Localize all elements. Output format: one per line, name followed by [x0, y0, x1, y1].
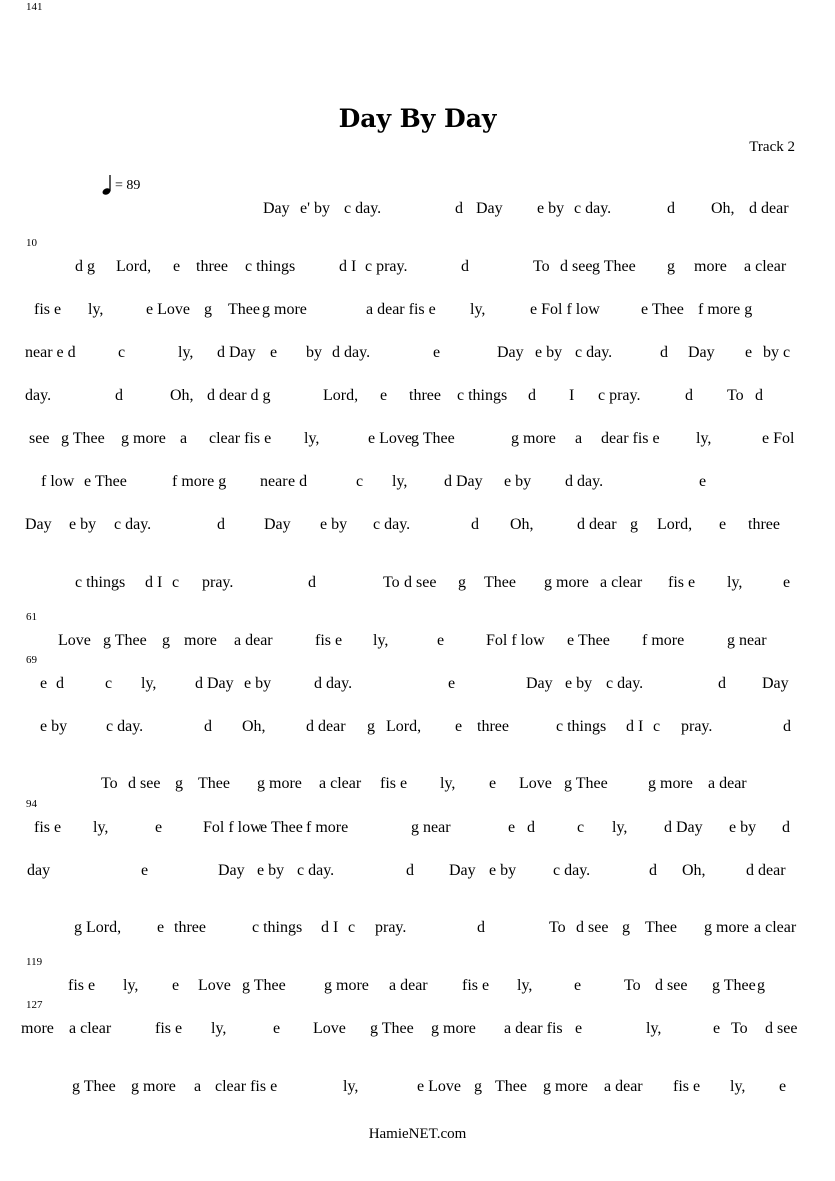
lyric-syllable: f low — [41, 473, 75, 490]
lyric-syllable: To — [549, 919, 566, 936]
lyric-syllable: day — [27, 862, 51, 879]
lyric-syllable: g Thee — [72, 1078, 116, 1095]
lyric-syllable: Thee — [228, 301, 260, 318]
lyric-syllable: e — [173, 258, 181, 275]
lyric-syllable: d see — [655, 977, 688, 994]
lyric-syllable: To — [101, 775, 118, 792]
lyric-syllable: d day. — [314, 675, 353, 692]
lyric-syllable: d see — [560, 258, 593, 275]
lyric-syllable: fis e — [673, 1078, 701, 1095]
lyric-syllable: d I — [145, 574, 163, 591]
lyric-syllable: d see — [765, 1020, 798, 1037]
lyric-syllable: g Thee — [61, 430, 105, 447]
lyric-syllable: d — [528, 387, 536, 404]
lyric-syllable: d Day — [195, 675, 234, 692]
lyric-syllable: Oh, — [242, 718, 266, 735]
lyric-syllable: To — [624, 977, 641, 994]
lyric-syllable: d — [56, 675, 64, 692]
lyric-syllable: d day. — [565, 473, 604, 490]
lyric-syllable: g — [175, 775, 183, 792]
lyric-syllable: d — [461, 258, 469, 275]
lyric-syllable: d see — [128, 775, 161, 792]
lyric-syllable: ly, — [211, 1020, 227, 1037]
lyric-syllable: g near — [411, 819, 451, 836]
lyric-syllable: ly, — [88, 301, 104, 318]
lyric-syllable: ly, — [646, 1020, 662, 1037]
lyric-syllable: e — [745, 344, 753, 361]
lyric-syllable: c — [577, 819, 585, 836]
lyric-syllable: d — [782, 819, 790, 836]
lyric-syllable: g Lord, — [74, 919, 122, 936]
lyric-syllable: Thee — [198, 775, 230, 792]
lyric-syllable: d — [660, 344, 668, 361]
lyric-syllable: c day. — [373, 516, 411, 533]
lyric-syllable: ly, — [470, 301, 486, 318]
lyric-syllable: g — [622, 919, 630, 936]
lyric-syllable: g — [757, 977, 765, 994]
lyric-syllable: c day. — [606, 675, 644, 692]
lyric-syllable: ly, — [696, 430, 712, 447]
lyric-syllable: e — [719, 516, 727, 533]
lyric-syllable: Oh, — [682, 862, 706, 879]
lyric-syllable: f more g — [698, 301, 753, 318]
lyric-syllable: d I — [626, 718, 644, 735]
lyric-syllable: near — [260, 473, 288, 490]
lyric-syllable: e — [157, 919, 165, 936]
lyric-syllable: e Thee — [260, 819, 303, 836]
lyric-syllable: clear fis e — [215, 1078, 278, 1095]
lyric-syllable: e — [779, 1078, 787, 1095]
lyric-syllable: c things — [245, 258, 296, 275]
lyric-syllable: by — [306, 344, 322, 361]
lyric-syllable: Day — [762, 675, 789, 692]
lyric-syllable: d dear — [749, 200, 789, 217]
lyric-line — [0, 257, 835, 281]
lyric-syllable: fis e — [34, 819, 62, 836]
lyric-syllable: c — [172, 574, 180, 591]
lyric-syllable: g more — [121, 430, 166, 447]
lyric-line — [0, 573, 835, 597]
lyric-syllable: g more — [543, 1078, 588, 1095]
lyric-syllable: Day — [218, 862, 245, 879]
tempo-value: = 89 — [115, 178, 141, 193]
lyric-syllable: a dear — [389, 977, 428, 994]
lyric-syllable: three — [409, 387, 441, 404]
lyric-syllable: g Thee — [712, 977, 756, 994]
lyric-syllable: e by — [489, 862, 517, 879]
footer-credit: HamieNET.com — [368, 1126, 467, 1142]
lyric-syllable: Day — [263, 200, 290, 217]
lyric-syllable: pray. — [681, 718, 713, 735]
lyric-syllable: Fol f low — [203, 819, 262, 836]
lyric-syllable: g — [367, 718, 375, 735]
lyric-syllable: e d — [288, 473, 308, 490]
lyric-syllable: more — [184, 632, 217, 649]
lyric-syllable: Lord, — [323, 387, 359, 404]
lyric-syllable: c things — [457, 387, 508, 404]
lyric-syllable: c day. — [553, 862, 591, 879]
lyric-syllable: e by — [244, 675, 272, 692]
lyric-syllable: g — [458, 574, 466, 591]
lyric-syllable: g more — [648, 775, 693, 792]
lyric-syllable: Lord, — [116, 258, 152, 275]
lyric-syllable: Fol f low — [486, 632, 545, 649]
lyric-syllable: e — [508, 819, 516, 836]
lyric-syllable: e by — [729, 819, 757, 836]
lyric-syllable: e — [575, 1020, 583, 1037]
lyric-syllable: e — [489, 775, 497, 792]
lyric-syllable: g more — [324, 977, 369, 994]
lyric-syllable: g Thee — [564, 775, 608, 792]
lyric-syllable: three — [477, 718, 509, 735]
lyric-syllable: d dear — [577, 516, 617, 533]
lyric-syllable: e Thee — [84, 473, 127, 490]
lyric-syllable: c pray. — [598, 387, 641, 404]
lyric-line — [0, 472, 835, 496]
lyric-line — [0, 818, 835, 842]
lyric-line — [0, 674, 835, 698]
lyric-syllable: d — [649, 862, 657, 879]
lyric-syllable: c things — [556, 718, 607, 735]
lyric-syllable: To — [383, 574, 400, 591]
lyric-syllable: g Thee — [592, 258, 636, 275]
lyric-syllable: d — [477, 919, 485, 936]
lyric-syllable: near e d — [25, 344, 76, 361]
lyric-syllable: d — [455, 200, 463, 217]
lyric-syllable: e by — [504, 473, 532, 490]
lyric-syllable: three — [748, 516, 780, 533]
lyric-syllable: f more — [306, 819, 349, 836]
lyric-syllable: ly, — [141, 675, 157, 692]
lyric-syllable: e — [270, 344, 278, 361]
measure-number: 127 — [26, 999, 43, 1011]
lyric-syllable: e' by — [300, 200, 330, 217]
lyric-syllable: Day — [449, 862, 476, 879]
lyric-syllable: Oh, — [711, 200, 735, 217]
lyric-syllable: e by — [257, 862, 285, 879]
lyric-syllable: Day — [25, 516, 52, 533]
lyric-syllable: Day — [526, 675, 553, 692]
lyric-syllable: c day. — [114, 516, 152, 533]
lyric-syllable: three — [174, 919, 206, 936]
lyric-syllable: a clear — [319, 775, 362, 792]
lyric-syllable: a — [194, 1078, 202, 1095]
lyric-syllable: c — [105, 675, 113, 692]
lyric-syllable: d Day — [217, 344, 256, 361]
tempo-marking — [101, 174, 140, 196]
lyric-syllable: c day. — [575, 344, 613, 361]
lyric-syllable: e Love — [146, 301, 190, 318]
lyric-syllable: g more — [431, 1020, 476, 1037]
lyric-syllable: a — [180, 430, 188, 447]
lyric-syllable: d — [204, 718, 212, 735]
lyric-syllable: e — [574, 977, 582, 994]
lyric-syllable: d — [217, 516, 225, 533]
lyric-syllable: d — [527, 819, 535, 836]
measure-number: 10 — [26, 237, 37, 249]
lyric-syllable: d — [471, 516, 479, 533]
lyric-syllable: c day. — [106, 718, 144, 735]
lyric-syllable: Lord, — [386, 718, 422, 735]
lyric-syllable: e Fol f low — [530, 301, 600, 318]
lyric-syllable: e — [155, 819, 163, 836]
lyric-syllable: e Thee — [641, 301, 684, 318]
lyric-syllable: more — [694, 258, 727, 275]
lyric-line — [0, 861, 835, 885]
lyric-syllable: d Day — [664, 819, 703, 836]
lyric-syllable: dear fis e — [601, 430, 660, 447]
lyric-syllable: fis e — [155, 1020, 183, 1037]
lyric-syllable: more — [21, 1020, 54, 1037]
lyric-syllable: a dear — [604, 1078, 643, 1095]
lyric-line — [0, 515, 835, 539]
track-label: Track 2 — [749, 139, 795, 155]
lyric-syllable: c pray. — [365, 258, 408, 275]
lyric-syllable: d Day — [444, 473, 483, 490]
lyric-syllable: g — [204, 301, 212, 318]
lyric-syllable: Thee — [645, 919, 677, 936]
measure-number: 61 — [26, 611, 37, 623]
lyric-syllable: a clear — [754, 919, 797, 936]
lyric-syllable: d dear — [306, 718, 346, 735]
lyric-line — [0, 343, 835, 367]
lyric-syllable: d — [685, 387, 693, 404]
lyric-syllable: a dear — [708, 775, 747, 792]
lyric-syllable: fis e — [380, 775, 408, 792]
lyric-syllable: Day — [264, 516, 291, 533]
lyric-syllable: d g — [75, 258, 95, 275]
lyric-syllable: c — [118, 344, 126, 361]
lyric-syllable: e Fol — [762, 430, 795, 447]
lyric-line — [0, 300, 835, 324]
lyric-syllable: e by — [40, 718, 68, 735]
lyric-syllable: d — [755, 387, 763, 404]
lyric-syllable: d — [718, 675, 726, 692]
lyric-syllable: g near — [727, 632, 767, 649]
lyric-syllable: fis e — [462, 977, 490, 994]
lyric-line — [0, 717, 835, 741]
lyric-syllable: g more — [131, 1078, 176, 1095]
lyric-syllable: e — [172, 977, 180, 994]
lyric-syllable: e by — [565, 675, 593, 692]
lyric-syllable: d dear — [746, 862, 786, 879]
lyric-syllable: g — [630, 516, 638, 533]
lyric-syllable: g more — [262, 301, 307, 318]
lyric-syllable: three — [196, 258, 228, 275]
lyric-syllable: g more — [544, 574, 589, 591]
lyric-syllable: e — [273, 1020, 281, 1037]
lyric-syllable: ly, — [93, 819, 109, 836]
lyric-syllable: d I — [321, 919, 339, 936]
lyric-syllable: ly, — [730, 1078, 746, 1095]
lyric-syllable: c — [348, 919, 356, 936]
lyric-syllable: d — [308, 574, 316, 591]
song-title: Day By Day — [338, 104, 497, 133]
lyric-syllable: c — [653, 718, 661, 735]
lyric-syllable: To — [731, 1020, 748, 1037]
lyric-syllable: Day — [688, 344, 715, 361]
measure-number: 141 — [26, 1, 43, 13]
lyric-line — [0, 199, 835, 223]
lyric-syllable: e by — [535, 344, 563, 361]
lyric-line — [0, 386, 835, 410]
lyric-syllable: c day. — [574, 200, 612, 217]
lyric-syllable: fis e — [34, 301, 62, 318]
lyric-syllable: Day — [476, 200, 503, 217]
lyric-syllable: day. — [25, 387, 52, 404]
measure-number: 119 — [26, 956, 43, 968]
lyric-syllable: e Love — [368, 430, 412, 447]
measure-number: 69 — [26, 654, 37, 666]
lyric-syllable: ly, — [304, 430, 320, 447]
lyric-syllable: fis e — [315, 632, 343, 649]
lyric-syllable: c — [356, 473, 364, 490]
quarter-note-icon — [101, 174, 113, 196]
lyric-syllable: c day. — [344, 200, 382, 217]
lyric-syllable: e — [433, 344, 441, 361]
lyric-syllable: a dear — [234, 632, 273, 649]
lyric-syllable: ly, — [727, 574, 743, 591]
lyric-syllable: e — [380, 387, 388, 404]
lyric-syllable: g Thee — [103, 632, 147, 649]
lyric-syllable: g — [474, 1078, 482, 1095]
lyric-syllable: clear fis e — [209, 430, 272, 447]
lyric-syllable: e by — [69, 516, 97, 533]
lyric-syllable: Love — [58, 632, 91, 649]
lyric-syllable: see — [29, 430, 50, 447]
lyric-syllable: a clear — [600, 574, 643, 591]
lyric-syllable: To — [727, 387, 744, 404]
lyric-syllable: d see — [576, 919, 609, 936]
lyric-syllable: e — [455, 718, 463, 735]
lyric-syllable: I — [569, 387, 575, 404]
lyric-syllable: g — [667, 258, 675, 275]
lyric-line — [0, 1019, 835, 1043]
lyric-syllable: d — [783, 718, 791, 735]
lyric-line — [0, 976, 835, 1000]
lyric-syllable: g more — [257, 775, 302, 792]
lyric-syllable: a — [575, 430, 583, 447]
lyric-syllable: c day. — [297, 862, 335, 879]
lyric-syllable: ly, — [373, 632, 389, 649]
lyric-syllable: Oh, — [510, 516, 534, 533]
lyric-syllable: d — [115, 387, 123, 404]
lyric-syllable: e — [448, 675, 456, 692]
lyric-syllable: Thee — [484, 574, 516, 591]
lyric-syllable: e — [713, 1020, 721, 1037]
lyric-syllable: a dear fis — [504, 1020, 563, 1037]
lyric-syllable: Love — [313, 1020, 346, 1037]
lyric-syllable: a clear — [744, 258, 787, 275]
lyric-syllable: pray. — [375, 919, 407, 936]
lyric-line — [0, 1077, 835, 1101]
lyric-syllable: d day. — [332, 344, 371, 361]
lyric-syllable: Oh, — [170, 387, 194, 404]
lyric-syllable: g — [162, 632, 170, 649]
lyric-syllable: Thee — [495, 1078, 527, 1095]
lyric-syllable: a clear — [69, 1020, 112, 1037]
lyric-syllable: d — [667, 200, 675, 217]
lyric-syllable: ly, — [612, 819, 628, 836]
lyric-syllable: e Love — [417, 1078, 461, 1095]
lyric-syllable: pray. — [202, 574, 234, 591]
lyric-syllable: g more — [511, 430, 556, 447]
lyric-line — [0, 631, 835, 655]
measure-number: 94 — [26, 798, 37, 810]
lyric-syllable: ly, — [517, 977, 533, 994]
lyric-syllable: ly, — [123, 977, 139, 994]
lyric-syllable: by c — [763, 344, 791, 361]
lyric-syllable: Love — [519, 775, 552, 792]
lyric-line — [0, 918, 835, 942]
lyric-syllable: e Thee — [567, 632, 610, 649]
lyric-line — [0, 774, 835, 798]
lyric-syllable: g more — [704, 919, 749, 936]
lyric-syllable: g Thee — [370, 1020, 414, 1037]
lyric-syllable: ly, — [178, 344, 194, 361]
lyric-syllable: f more g — [172, 473, 227, 490]
lyric-syllable: c things — [75, 574, 126, 591]
lyric-syllable: Day — [497, 344, 524, 361]
lyric-syllable: e by — [320, 516, 348, 533]
lyric-syllable: Love — [198, 977, 231, 994]
lyric-syllable: f more — [642, 632, 685, 649]
lyric-syllable: d I — [339, 258, 357, 275]
lyric-syllable: e — [699, 473, 707, 490]
lyric-syllable: ly, — [343, 1078, 359, 1095]
lyric-syllable: a dear fis e — [366, 301, 436, 318]
lyric-syllable: e — [40, 675, 48, 692]
lyric-syllable: d see — [404, 574, 437, 591]
lyric-syllable: ly, — [440, 775, 456, 792]
lyric-syllable: d dear d g — [207, 387, 271, 404]
lyric-syllable: ly, — [392, 473, 408, 490]
lyric-syllable: To — [533, 258, 550, 275]
lyric-syllable: c things — [252, 919, 303, 936]
lyric-line — [0, 429, 835, 453]
lyric-syllable: e by — [537, 200, 565, 217]
lyric-syllable: e — [783, 574, 791, 591]
lyric-syllable: e — [141, 862, 149, 879]
lyric-syllable: fis e — [68, 977, 96, 994]
lyric-syllable: g Thee — [242, 977, 286, 994]
lyric-syllable: Lord, — [657, 516, 693, 533]
lyric-syllable: e — [437, 632, 445, 649]
lyric-syllable: d — [406, 862, 414, 879]
lyric-syllable: fis e — [668, 574, 696, 591]
lyric-syllable: g Thee — [411, 430, 455, 447]
